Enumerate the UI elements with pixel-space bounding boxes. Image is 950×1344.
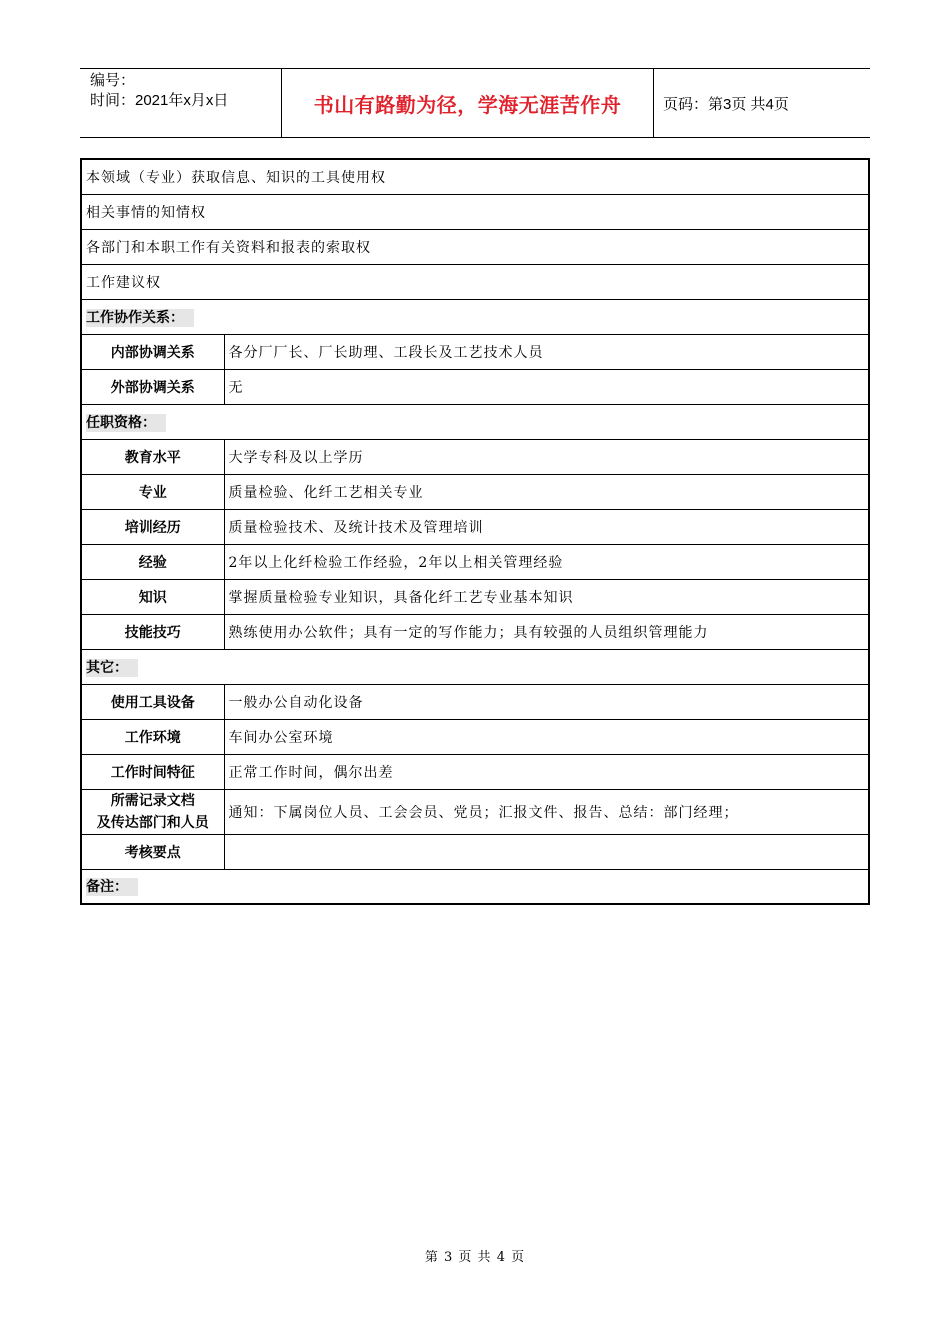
section-row — [81, 649, 869, 684]
section-row — [81, 869, 869, 904]
table-row — [81, 474, 869, 509]
row-label-line: 及传达部门和人员 — [96, 814, 209, 831]
section-title-text: 备注： — [86, 878, 138, 896]
table-row — [81, 684, 869, 719]
header-meta — [80, 69, 282, 137]
table-row — [81, 614, 869, 649]
table-row — [81, 334, 869, 369]
page-footer: 第 3 页 共 4 页 — [424, 1250, 526, 1265]
row-label: 知识 — [81, 579, 224, 614]
row-label: 技能技巧 — [81, 614, 224, 649]
table-row — [81, 544, 869, 579]
row-label: 考核要点 — [81, 834, 224, 869]
table-row — [81, 719, 869, 754]
job-description-table — [80, 158, 870, 905]
table-row — [81, 509, 869, 544]
table-row — [81, 439, 869, 474]
row-value: 熟练使用办公软件；具有一定的写作能力；具有较强的人员组织管理能力 — [224, 614, 869, 649]
right-item: 本领域（专业）获取信息、知识的工具使用权 — [81, 159, 869, 194]
table-row — [81, 264, 869, 299]
row-value: 质量检验技术、及统计技术及管理培训 — [224, 509, 869, 544]
section-title-collaboration — [81, 299, 869, 334]
table-row — [81, 754, 869, 789]
section-title-remarks — [81, 869, 869, 904]
header-page-info: 页码：第3页 共4页 — [663, 95, 789, 113]
row-label — [81, 789, 224, 834]
section-row — [81, 299, 869, 334]
table-row — [81, 159, 869, 194]
section-title-others — [81, 649, 869, 684]
row-value — [224, 834, 869, 869]
row-value: 大学专科及以上学历 — [224, 439, 869, 474]
row-label: 工作环境 — [81, 719, 224, 754]
section-title-text: 其它： — [86, 659, 138, 677]
row-label: 教育水平 — [81, 439, 224, 474]
section-title-text: 任职资格： — [86, 414, 166, 432]
table-row — [81, 789, 869, 834]
row-label: 专业 — [81, 474, 224, 509]
section-row — [81, 404, 869, 439]
row-label: 培训经历 — [81, 509, 224, 544]
document-time: 时间：2021年x月x日 — [90, 92, 229, 109]
row-label: 使用工具设备 — [81, 684, 224, 719]
section-title-qualifications — [81, 404, 869, 439]
row-label: 内部协调关系 — [81, 334, 224, 369]
table-row — [81, 229, 869, 264]
row-value: 掌握质量检验专业知识，具备化纤工艺专业基本知识 — [224, 579, 869, 614]
row-label-line: 所需记录文档 — [110, 792, 195, 809]
table-row — [81, 369, 869, 404]
row-value: 2年以上化纤检验工作经验，2年以上相关管理经验 — [224, 544, 869, 579]
header-motto: 书山有路勤为径，学海无涯苦作舟 — [282, 69, 654, 137]
table-row — [81, 579, 869, 614]
row-value: 正常工作时间，偶尔出差 — [224, 754, 869, 789]
right-item: 各部门和本职工作有关资料和报表的索取权 — [81, 229, 869, 264]
right-item: 工作建议权 — [81, 264, 869, 299]
row-value: 车间办公室环境 — [224, 719, 869, 754]
row-value: 质量检验、化纤工艺相关专业 — [224, 474, 869, 509]
page-header — [80, 68, 870, 138]
row-label: 经验 — [81, 544, 224, 579]
row-label: 外部协调关系 — [81, 369, 224, 404]
table-row — [81, 194, 869, 229]
row-value: 各分厂厂长、厂长助理、工段长及工艺技术人员 — [224, 334, 869, 369]
row-value: 一般办公自动化设备 — [224, 684, 869, 719]
document-number-label: 编号： — [90, 72, 136, 89]
table-row — [81, 834, 869, 869]
row-value: 通知：下属岗位人员、工会会员、党员；汇报文件、报告、总结：部门经理； — [224, 789, 869, 834]
section-title-text: 工作协作关系： — [86, 309, 194, 327]
right-item: 相关事情的知情权 — [81, 194, 869, 229]
row-value: 无 — [224, 369, 869, 404]
row-label: 工作时间特征 — [81, 754, 224, 789]
